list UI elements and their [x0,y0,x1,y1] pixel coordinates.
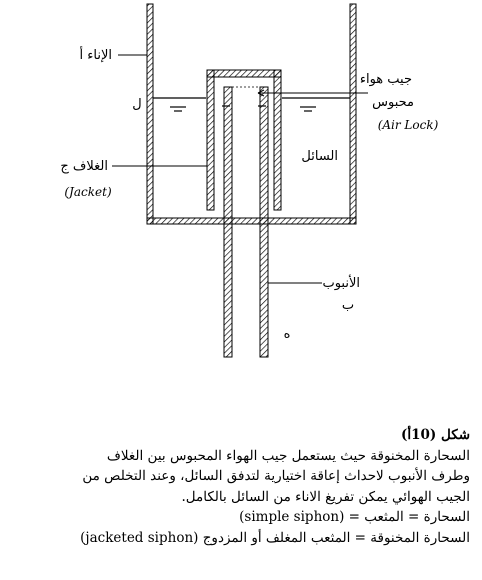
figure-number: شكل (10أ) [400,427,470,443]
air-lock-label-line2: محبوس [372,95,414,110]
liquid-label: السائل [301,149,338,164]
outlet-mark: ه [283,327,291,342]
jacket-label-en: (Jacket) [64,185,112,199]
definition-jacketed-ar: السحارة المخنوقة = المثعب المغلف أو المزدوج [202,529,470,546]
air-lock-label-line1: جيب هواء [359,72,412,87]
definition-simple-en: (simple siphon) [239,509,345,525]
level-mark: ل [132,97,142,112]
jacket-label: الغلاف ج [60,159,108,174]
caption-line-1: السحارة المخنوقة حيث يستعمل جيب الهواء المحبوس بين الغلاف [106,447,470,464]
air-lock-label-en: (Air Lock) [377,118,439,132]
figure-caption [14,425,470,548]
caption-line-2: وطرف الأنبوب لاحداث إعاقة اختيارية لتدفق السائل، وعند التخلص من [82,468,470,484]
vessel-label: الإناء أ [79,48,112,63]
definition-simple-siphon [14,507,470,528]
definition-simple-ar: السحارة = المثعب = [348,509,470,525]
vessel [147,4,356,224]
definition-jacketed-en: (jacketed siphon) [80,529,199,546]
definition-jacketed-siphon [14,528,470,549]
tube-label: الأنبوب [322,276,360,291]
tube-letter: ب [341,298,355,313]
liquid-surface [153,98,350,111]
jacket [207,70,281,210]
caption-line-3: الجيب الهوائي يمكن تفريغ الاناء من السائل بالكامل. [181,488,470,505]
